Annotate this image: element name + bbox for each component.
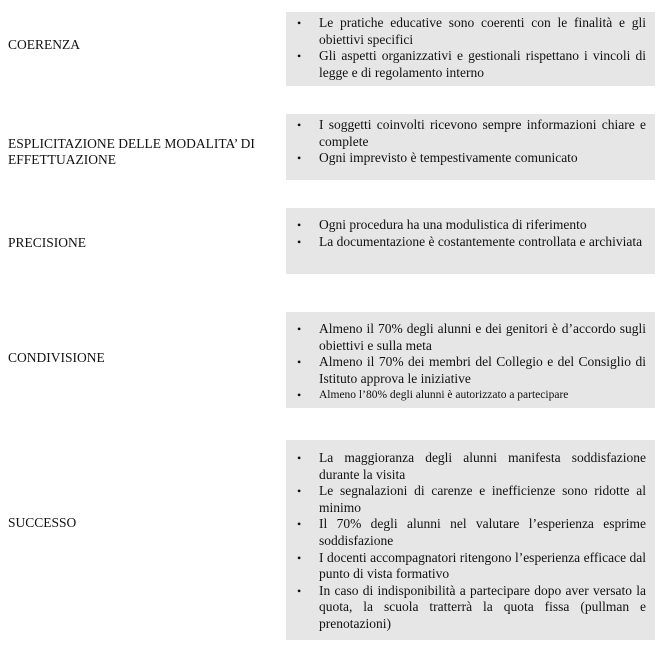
- bullet-icon: •: [297, 151, 302, 166]
- indicator-list: [295, 443, 646, 633]
- list-item: • Almeno l’80% degli alunni è autorizzato a partecipare: [297, 388, 569, 403]
- list-item: • Ogni imprevisto è tempestivamente comunicato: [297, 150, 578, 166]
- criterion-label-successo: SUCCESSO: [8, 515, 77, 530]
- criterion-box-coerenza: [286, 12, 655, 86]
- list-item: • Le segnalazioni di carenze e inefficienze sono ridotte al minimo: [297, 483, 646, 515]
- list-item: • Il 70% degli alunni nel valutare l’esperienza esprime soddisfazione: [297, 516, 646, 548]
- list-item: • In caso di indisponibilità a partecipare dopo aver versato la quota, la scuola tratterrà la quota fissa (pullman e prenotazioni): [297, 582, 646, 631]
- bullet-icon: •: [297, 218, 302, 232]
- bullet-icon: •: [297, 550, 302, 565]
- indicator-list: [295, 117, 646, 167]
- list-item: • Almeno il 70% degli alunni e dei genitori è d’accordo sugli obiettivi e sulla meta: [297, 321, 646, 353]
- criterion-box-condivisione: [286, 312, 655, 408]
- list-item: • I docenti accompagnatori ritengono l’esperienza efficace dal punto di vista formativo: [297, 549, 646, 582]
- bullet-icon: •: [297, 322, 302, 336]
- bullet-icon: •: [297, 355, 302, 370]
- criterion-label-precisione: PRECISIONE: [8, 235, 87, 250]
- indicator-list: [295, 211, 646, 250]
- bullet-icon: •: [297, 118, 302, 132]
- list-item: • Le pratiche educative sono coerenti con le finalità e gli obiettivi specifici: [297, 15, 646, 47]
- bullet-icon: •: [297, 484, 302, 499]
- bullet-icon: •: [297, 388, 302, 403]
- criterion-label-esplicitazione: ESPLICITAZIONE DELLE MODALITA’ DI EFFETTUAZIONE: [8, 136, 255, 167]
- list-item: • Almeno il 70% dei membri del Collegio e del Consiglio di Istituto approva le iniziative: [297, 354, 646, 386]
- bullet-icon: •: [297, 49, 302, 64]
- indicator-list: [295, 15, 646, 81]
- criterion-label-condivisione: CONDIVISIONE: [8, 350, 105, 365]
- list-item: • Gli aspetti organizzativi e gestionali rispettano i vincoli di legge e di regolamento interno: [297, 48, 646, 80]
- criterion-box-esplicitazione: [286, 114, 655, 180]
- criterion-label-coerenza: COERENZA: [8, 37, 80, 52]
- bullet-icon: •: [297, 234, 302, 249]
- indicator-list: [295, 315, 646, 404]
- bullet-icon: •: [297, 451, 302, 465]
- bullet-icon: •: [297, 16, 302, 30]
- criterion-box-successo: [286, 440, 655, 640]
- criterion-box-precisione: [286, 208, 655, 274]
- list-item: • I soggetti coinvolti ricevono sempre informazioni chiare e complete: [297, 117, 646, 149]
- bullet-icon: •: [297, 517, 302, 532]
- list-item: • La maggioranza degli alunni manifesta soddisfazione durante la visita: [297, 450, 646, 482]
- list-item: • La documentazione è costantemente controllata e archiviata: [297, 233, 643, 249]
- bullet-icon: •: [297, 583, 302, 598]
- list-item: • Ogni procedura ha una modulistica di riferimento: [297, 217, 587, 232]
